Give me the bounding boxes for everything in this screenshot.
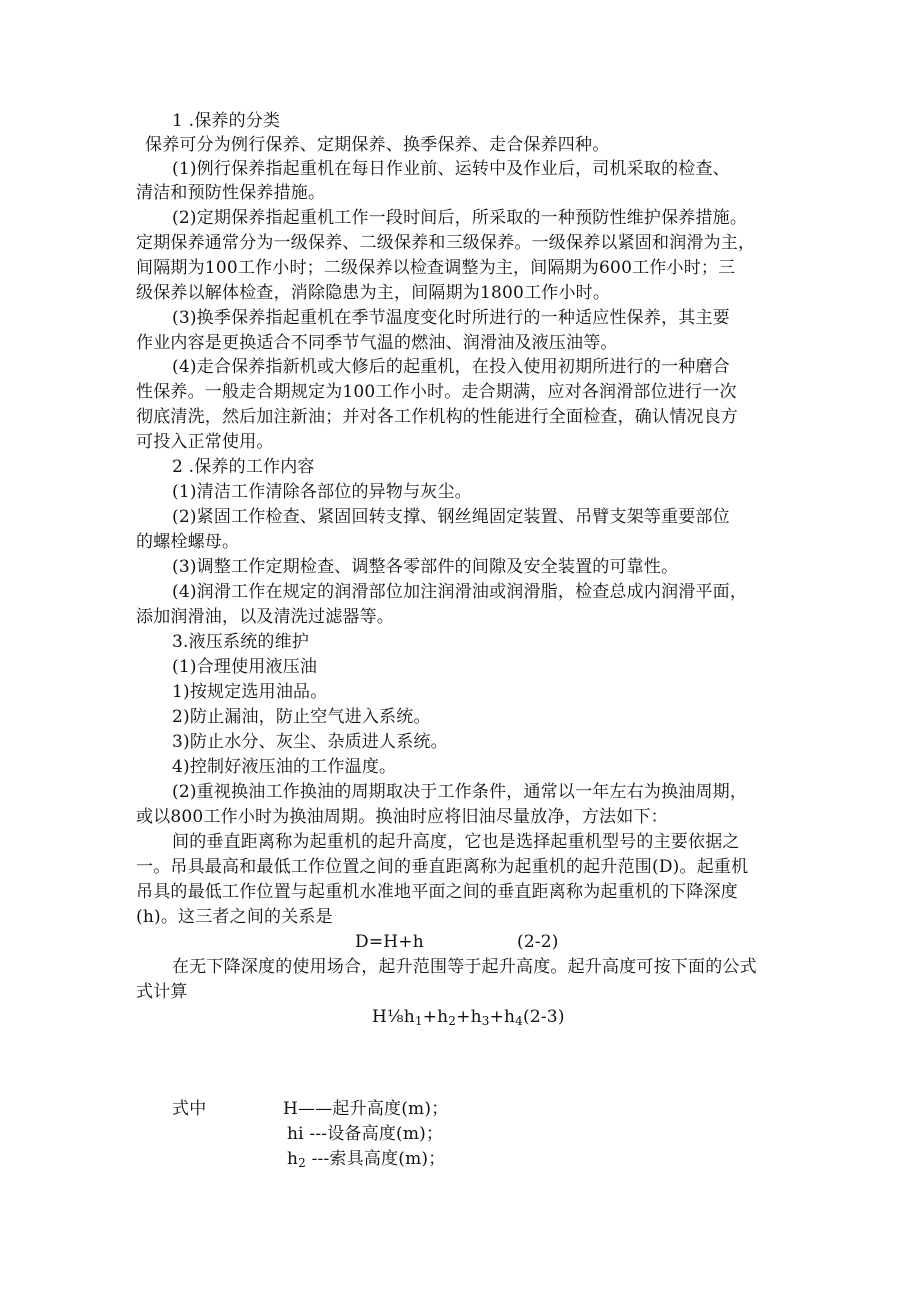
formula-subscript: 3 — [481, 1014, 490, 1028]
paragraph-line: 4)控制好液压油的工作温度。 — [172, 757, 397, 777]
paragraph-line: 间的垂直距离称为起重机的起升高度，它也是选择起重机型号的主要依据之 — [172, 832, 740, 852]
paragraph-line: (3)调整工作定期检查、调整各零部件的间隙及安全装置的可靠性。 — [172, 557, 679, 577]
paragraph-line: 的螺栓螺母。 — [136, 532, 240, 552]
definition-variable: h — [287, 1149, 299, 1169]
paragraph-line: (2)重视换油工作换油的周期取决于工作条件，通常以一年左右为换油周期， — [172, 782, 748, 802]
paragraph-line: 吊具的最低工作位置与起重机水准地平面之间的垂直距离称为起重机的下降深度 — [136, 882, 738, 902]
paragraph-line: 1)按规定选用油品。 — [172, 682, 328, 702]
paragraph-line: (3)换季保养指起重机在季节温度变化时所进行的一种适应性保养，其主要 — [172, 308, 730, 328]
formula-subscript: 4 — [515, 1014, 524, 1028]
formula-term: H⅛h — [372, 1007, 415, 1027]
paragraph-line: 一。吊具最高和最低工作位置之间的垂直距离称为起重机的起升范围(D)。起重机 — [136, 857, 749, 877]
paragraph-line: 在无下降深度的使用场合，起升范围等于起升高度。起升高度可按下面的公式 — [172, 957, 757, 977]
paragraph-line: 添加润滑油，以及清洗过滤器等。 — [136, 607, 394, 627]
formula-height — [372, 1005, 565, 1033]
paragraph-line: 性保养。一般走合期规定为100工作小时。走合期满，应对各润滑部位进行一次 — [136, 382, 737, 402]
paragraph-line: 保养可分为例行保养、定期保养、换季保养、走合保养四种。 — [145, 135, 610, 155]
paragraph-line: 作业内容是更换适合不同季节气温的燃油、润滑油及液压油等。 — [136, 333, 618, 353]
section-heading-1: 1 .保养的分类 — [172, 111, 281, 131]
paragraph-line: (1)清洁工作清除各部位的异物与灰尘。 — [172, 482, 472, 502]
paragraph-line: 清洁和预防性保养措施。 — [136, 183, 326, 203]
formula-subscript: 2 — [448, 1014, 457, 1028]
paragraph-line: (4)润滑工作在规定的润滑部位加注润滑油或润滑脂，检查总成内润滑平面， — [172, 582, 748, 602]
paragraph-line: 间隔期为100工作小时；二级保养以检查调整为主，间隔期为600工作小时；三 — [136, 258, 736, 278]
definition-subscript: 2 — [298, 1156, 306, 1170]
paragraph-line: (2)定期保养指起重机工作一段时间后，所采取的一种预防性维护保养措施。 — [172, 208, 748, 228]
definition-line — [287, 1147, 445, 1175]
formula-term: +h — [489, 1007, 516, 1027]
section-heading-2: 2 .保养的工作内容 — [172, 457, 315, 477]
paragraph-line: (1)合理使用液压油 — [172, 657, 318, 677]
paragraph-line: 可投入正常使用。 — [136, 432, 274, 452]
formula-number: (2-3) — [523, 1007, 565, 1027]
paragraph-line: 3)防止水分、灰尘、杂质进人系统。 — [172, 732, 448, 752]
paragraph-line: (1)例行保养指起重机在每日作业前、运转中及作业后，司机采取的检查、 — [172, 159, 730, 179]
section-heading-3: 3.液压系统的维护 — [172, 632, 310, 652]
paragraph-line: 定期保养通常分为一级保养、二级保养和三级保养。一级保养以紧固和润滑为主， — [136, 233, 756, 253]
where-label: 式中 — [172, 1099, 207, 1119]
paragraph-line: (2)紧固工作检查、紧固回转支撑、钢丝绳固定装置、吊臂支架等重要部位 — [172, 507, 730, 527]
formula-term: +h — [456, 1007, 482, 1027]
formula-expression: D=H+h — [355, 932, 424, 952]
definition-line: hi ---设备高度(m)； — [287, 1124, 444, 1144]
paragraph-line: (h)。这三者之间的关系是 — [136, 907, 333, 927]
paragraph-line: 2)防止漏油，防止空气进入系统。 — [172, 707, 431, 727]
paragraph-line: (4)走合保养指新机或大修后的起重机，在投入使用初期所进行的一种磨合 — [172, 357, 730, 377]
paragraph-line: 式计算 — [136, 982, 188, 1002]
definition-line: H——起升高度(m)； — [283, 1099, 449, 1119]
definition-text: ---索具高度(m)； — [306, 1149, 446, 1169]
paragraph-line: 或以800工作小时为换油周期。换油时应将旧油尽量放净，方法如下： — [136, 807, 668, 827]
paragraph-line: 彻底清洗，然后加注新油；并对各工作机构的性能进行全面检查，确认情况良方 — [136, 407, 738, 427]
formula-term: +h — [422, 1007, 449, 1027]
paragraph-line: 级保养以解体检查，消除隐患为主，间隔期为1800工作小时。 — [136, 283, 611, 303]
formula-number: (2-2) — [517, 932, 559, 952]
formula-subscript: 1 — [414, 1014, 423, 1028]
